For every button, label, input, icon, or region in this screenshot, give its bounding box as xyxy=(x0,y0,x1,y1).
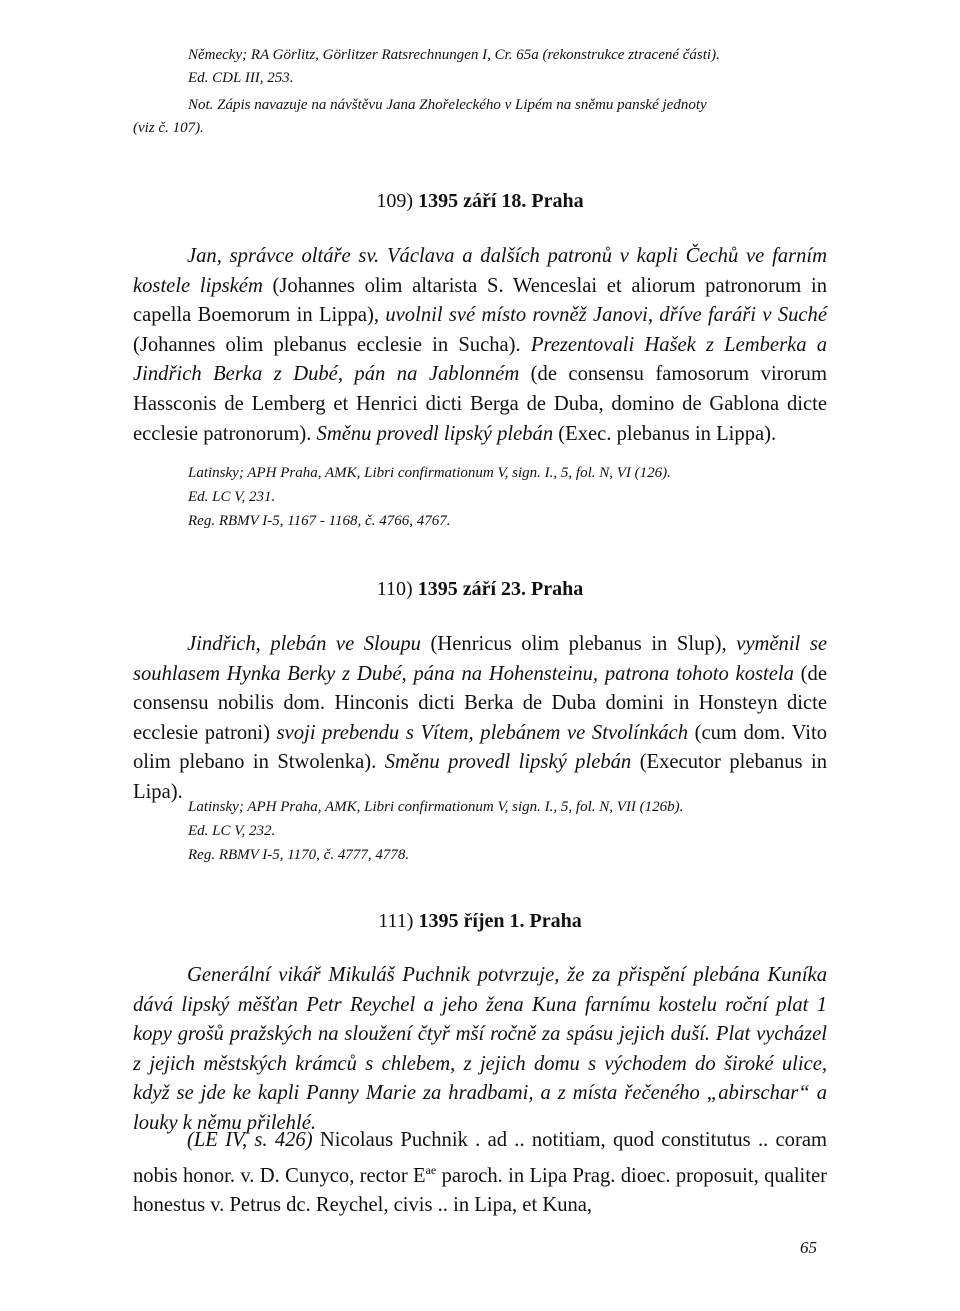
entry-110-latin-2: (de consensu nobilis dom. Hinconis dicti Berka de Duba domini in Honsteyn dicte ecclesie patroni) xyxy=(133,662,827,744)
entry-109-summary-1: Jan, správce oltáře sv. Václava a dalších patronů v kapli Čechů ve farním kostele lipském xyxy=(133,245,827,297)
entry-109-latin-4: (Exec. plebanus in Lippa). xyxy=(553,422,777,445)
entry-109-text xyxy=(133,242,827,449)
entry-109-latin-1: (Johannes olim altarista S. Wenceslai et aliorum patronorum in capella Boemorum in Lippa), xyxy=(133,274,827,327)
entry-111-summary xyxy=(133,961,827,1139)
entry-111-latin-text xyxy=(133,1126,827,1221)
entry-111-latin-1: Nicolaus Puchnik . ad .. notitiam, quod constitutus .. coram nobis honor. v. D. Cunyco, rector E xyxy=(133,1129,827,1187)
entry-111-summary-text: Generální vikář Mikuláš Puchnik potvrzuje, že za přispění plebána Kuníka dává lipský měšťan Petr Reychel a jeho žena Kuna farnímu kostelu roční plat 1 kopy grošů pražských na sloužení čtyř mší ročně za spásu jejich duší. Plat vycházel z jejich městských krámců s chlebem, z jejich domu s východem do široké ulice, když se jde ke kapli Panny Marie za hradbami, a z místa řečeného „abirschar“ a louky k němu přilehlé. xyxy=(133,964,827,1134)
entry-109-heading xyxy=(0,190,960,213)
entry-109-latin-2: (Johannes olim plebanus ecclesie in Sucha). xyxy=(133,333,531,356)
entry-109-summary-2: uvolnil své místo rovněž Janovi, dříve faráři v Suché xyxy=(385,304,827,327)
entry-110-summary-3: svoji prebendu s Vítem, plebánem ve Stvolínkách xyxy=(276,721,688,744)
entry-110-number: 110) xyxy=(376,578,413,600)
entry-110-source-1: Latinsky; APH Praha, AMK, Libri confirmationum V, sign. I., 5, fol. N, VII (126b). xyxy=(188,799,684,815)
entry-109-number: 109) xyxy=(376,190,414,212)
entry-110-latin-4: (Executor plebanus in Lipa). xyxy=(133,751,828,803)
entry-110-date: 1395 září 23. Praha xyxy=(417,578,584,600)
entry-110-source-2: Ed. LC V, 232. xyxy=(188,823,276,839)
top-note-line-1: Německy; RA Görlitz, Görlitzer Ratsrechnungen I, Cr. 65a (rekonstrukce ztracené části). xyxy=(188,47,720,63)
entry-110-source-3: Reg. RBMV I-5, 1170, č. 4777, 4778. xyxy=(188,847,410,863)
page-number: 65 xyxy=(800,1238,817,1257)
entry-110-summary-4: Směnu provedl lipský plebán xyxy=(384,751,632,774)
top-note-line-4: (viz č. 107). xyxy=(133,120,204,136)
entry-111-number: 111) xyxy=(378,910,414,932)
entry-111-latin-2: paroch. in Lipa Prag. dioec. proposuit, qualiter honestus v. Petrus dc. Reychel, civis .. in Lipa, et Kuna, xyxy=(133,1164,827,1217)
entry-109-source-1: Latinsky; APH Praha, AMK, Libri confirmationum V, sign. I., 5, fol. N, VI (126). xyxy=(188,465,671,481)
entry-110-latin-1: (Henricus olim plebanus in Slup), xyxy=(420,633,737,655)
entry-110-heading xyxy=(0,578,960,601)
entry-109-date: 1395 září 18. Praha xyxy=(418,190,584,212)
entry-110-summary-2: vyměnil se souhlasem Hynka Berky z Dubé, pána na Hohensteinu, patrona tohoto kostela xyxy=(133,633,827,685)
entry-110-summary-1: Jindřich, plebán ve Sloupu xyxy=(187,633,421,655)
entry-110-latin-3: (cum dom. Vito olim plebano in Stwolenka). xyxy=(133,721,827,774)
entry-109-source-3: Reg. RBMV I-5, 1167 - 1168, č. 4766, 4767. xyxy=(188,513,451,529)
entry-110-text xyxy=(133,630,827,808)
entry-111-ref: (LE IV, s. 426) xyxy=(187,1129,313,1151)
entry-111-date: 1395 říjen 1. Praha xyxy=(418,910,582,932)
entry-109-source-2: Ed. LC V, 231. xyxy=(188,489,276,505)
entry-111-superscript: ae xyxy=(425,1162,437,1177)
entry-109-summary-4: Směnu provedl lipský plebán xyxy=(316,422,554,445)
entry-111-heading xyxy=(0,910,960,933)
top-note-line-2: Ed. CDL III, 253. xyxy=(188,70,294,86)
top-note-line-3: Not. Zápis navazuje na návštěvu Jana Zhořeleckého v Lipém na sněmu panské jednoty xyxy=(188,97,707,113)
entry-109-latin-3: (de consensu famosorum virorum Hassconis de Lemberg et Henrici dicti Berga de Duba, domino de Gablona dicte ecclesie patronorum). xyxy=(133,363,827,445)
entry-109-summary-3: Prezentovali Hašek z Lemberka a Jindřich Berka z Dubé, pán na Jablonném xyxy=(133,333,827,386)
